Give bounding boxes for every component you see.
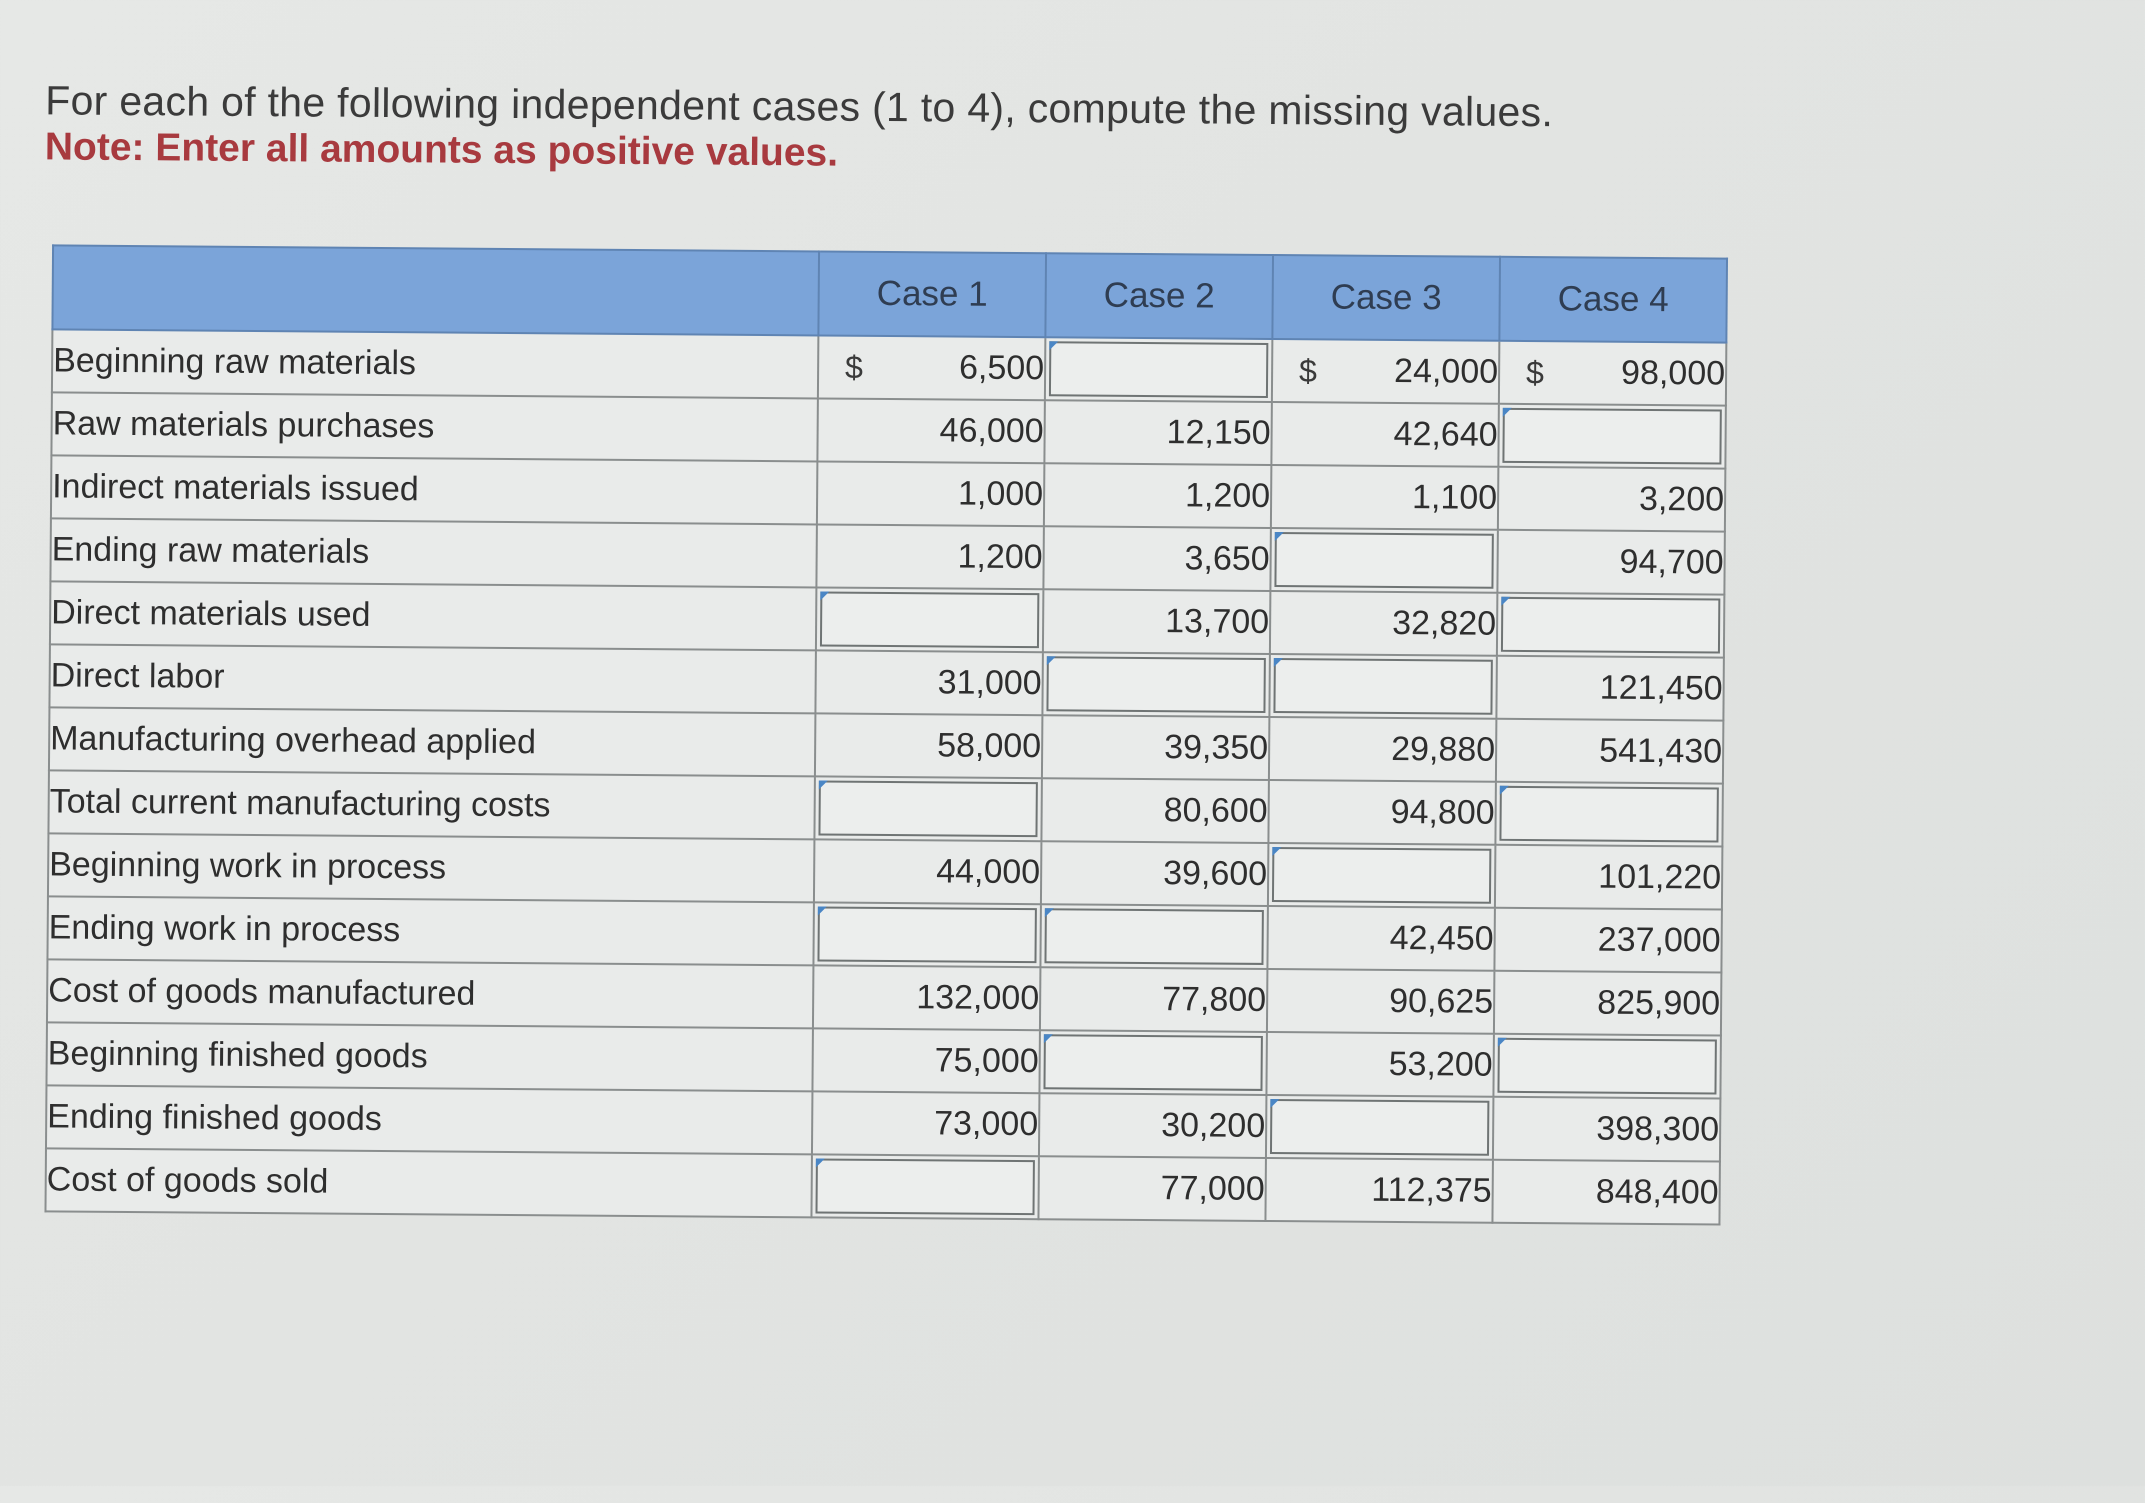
row-label: Beginning finished goods <box>46 1022 812 1091</box>
answer-input-box[interactable] <box>817 906 1036 963</box>
cell-value: 75,000 <box>934 1041 1039 1081</box>
cell-value: 121,450 <box>1599 668 1723 708</box>
value-cell-case-4 <box>1499 341 1726 406</box>
value-cell-case-1 <box>816 524 1043 589</box>
value-cell-case-3 <box>1270 591 1497 656</box>
table-body <box>45 329 1726 1224</box>
value-cell-case-4 <box>1492 1160 1719 1225</box>
input-corner-marker-icon <box>1500 786 1509 795</box>
value-cell-case-2 <box>1042 715 1269 780</box>
value-cell-case-2 <box>1040 967 1267 1032</box>
answer-input-box[interactable] <box>820 591 1039 648</box>
value-cell-case-1 <box>817 461 1044 526</box>
cell-value: 77,000 <box>1160 1169 1265 1208</box>
value-cell-case-3 <box>1267 969 1494 1034</box>
value-cell-case-2 <box>1044 400 1271 465</box>
value-cell-case-4 <box>1494 908 1721 973</box>
answer-input-case-3[interactable] <box>1266 1095 1493 1160</box>
answer-input-case-2[interactable] <box>1040 904 1267 969</box>
cell-value: 24,000 <box>1393 351 1499 391</box>
value-cell-case-4 <box>1497 530 1724 595</box>
answer-input-box[interactable] <box>1502 408 1721 465</box>
cell-value: 58,000 <box>937 726 1042 766</box>
value-cell-case-2 <box>1043 526 1270 591</box>
cell-value: 94,800 <box>1390 792 1495 832</box>
answer-input-case-3[interactable] <box>1270 528 1497 593</box>
cell-value: 46,000 <box>939 411 1044 451</box>
answer-input-case-4[interactable] <box>1497 593 1724 658</box>
answer-input-box[interactable] <box>1046 656 1265 713</box>
cell-value: 98,000 <box>1620 353 1726 393</box>
row-label: Indirect materials issued <box>51 455 817 524</box>
answer-input-case-1[interactable] <box>816 587 1043 652</box>
value-cell-case-2 <box>1044 463 1271 528</box>
cell-value: 848,400 <box>1595 1172 1719 1212</box>
cell-value: 90,625 <box>1389 981 1494 1021</box>
value-cell-case-1 <box>815 650 1042 715</box>
cell-value: 1,200 <box>1184 476 1271 515</box>
value-cell-case-3 <box>1272 339 1499 404</box>
input-corner-marker-icon <box>1044 1034 1053 1043</box>
header-case-4: Case 4 <box>1499 257 1727 343</box>
answer-input-box[interactable] <box>1499 786 1718 843</box>
cost-cases-table <box>44 244 1728 1225</box>
cell-value: 39,600 <box>1163 854 1268 893</box>
input-corner-marker-icon <box>1270 1099 1279 1108</box>
answer-input-case-2[interactable] <box>1045 337 1272 402</box>
currency-symbol: $ <box>1298 352 1318 389</box>
cell-value: 541,430 <box>1599 731 1723 771</box>
value-cell-case-3 <box>1271 402 1498 467</box>
answer-input-box[interactable] <box>1274 532 1493 589</box>
input-corner-marker-icon <box>1501 597 1510 606</box>
row-label: Total current manufacturing costs <box>48 770 814 839</box>
cell-value: 6,500 <box>958 348 1045 388</box>
answer-input-case-1[interactable] <box>814 776 1041 841</box>
cell-value: 80,600 <box>1163 791 1268 830</box>
row-label: Direct labor <box>49 644 815 713</box>
cell-value: 1,200 <box>957 537 1043 577</box>
value-cell-case-2 <box>1041 841 1268 906</box>
value-cell-case-4 <box>1494 971 1721 1036</box>
value-cell-case-3 <box>1271 465 1498 530</box>
value-cell-case-4 <box>1498 467 1725 532</box>
input-corner-marker-icon <box>819 780 828 789</box>
answer-input-case-4[interactable] <box>1493 1034 1720 1099</box>
answer-input-box[interactable] <box>1272 847 1491 904</box>
table-row <box>45 1148 1719 1224</box>
value-cell-case-1 <box>813 965 1040 1030</box>
cell-value: 39,350 <box>1164 728 1269 767</box>
answer-input-box[interactable] <box>815 1158 1034 1215</box>
header-case-1: Case 1 <box>818 251 1046 337</box>
row-label: Cost of goods manufactured <box>47 959 813 1028</box>
value-cell-case-1 <box>817 398 1044 463</box>
cell-value: 32,820 <box>1392 603 1497 643</box>
answer-input-box[interactable] <box>1049 341 1268 398</box>
answer-input-box[interactable] <box>818 780 1037 837</box>
header-row <box>52 245 1727 342</box>
row-label: Cost of goods sold <box>45 1148 811 1217</box>
input-corner-marker-icon <box>1047 656 1056 665</box>
cell-value: 77,800 <box>1162 980 1267 1019</box>
answer-input-case-4[interactable] <box>1498 404 1725 469</box>
value-cell-case-1 <box>812 1028 1039 1093</box>
cell-value: 42,640 <box>1393 414 1498 454</box>
value-cell-case-4 <box>1493 1097 1720 1162</box>
value-cell-case-4 <box>1496 656 1723 721</box>
cell-value: 30,200 <box>1161 1106 1266 1145</box>
answer-input-case-1[interactable] <box>811 1154 1038 1219</box>
row-label: Direct materials used <box>50 581 816 650</box>
row-label: Manufacturing overhead applied <box>49 707 815 776</box>
input-corner-marker-icon <box>820 591 829 600</box>
value-cell-case-1 <box>814 839 1041 904</box>
input-corner-marker-icon <box>1274 658 1283 667</box>
answer-input-box[interactable] <box>1270 1099 1489 1156</box>
value-cell-case-2 <box>1041 778 1268 843</box>
cell-value: 1,000 <box>957 474 1044 514</box>
answer-input-case-2[interactable] <box>1042 652 1269 717</box>
value-cell-case-1 <box>815 713 1042 778</box>
cell-value: 12,150 <box>1166 413 1271 452</box>
input-corner-marker-icon <box>1272 847 1281 856</box>
header-case-3: Case 3 <box>1272 255 1500 341</box>
cell-value: 825,900 <box>1597 983 1721 1023</box>
answer-input-case-2[interactable] <box>1039 1030 1266 1095</box>
instructions <box>45 76 1746 183</box>
cell-value: 132,000 <box>916 978 1040 1018</box>
input-corner-marker-icon <box>1498 1038 1507 1047</box>
value-cell-case-3 <box>1266 1032 1493 1097</box>
cell-value: 237,000 <box>1597 920 1721 960</box>
answer-input-box[interactable] <box>1273 658 1492 715</box>
value-cell-case-3 <box>1267 906 1494 971</box>
value-cell-case-1 <box>812 1091 1039 1156</box>
value-cell-case-4 <box>1496 719 1723 784</box>
input-corner-marker-icon <box>1503 408 1512 417</box>
header-corner <box>52 245 819 335</box>
value-cell-case-3 <box>1269 717 1496 782</box>
currency-symbol: $ <box>845 348 864 385</box>
value-cell-case-2 <box>1038 1156 1265 1221</box>
instruction-text: For each of the following independent cases (1 to 4), compute the missing values. <box>45 77 1554 136</box>
row-label: Ending raw materials <box>50 518 816 587</box>
answer-input-case-1[interactable] <box>813 902 1040 967</box>
cell-value: 3,650 <box>1184 539 1270 578</box>
row-label: Ending work in process <box>47 896 813 965</box>
cell-value: 31,000 <box>937 663 1042 703</box>
cell-value: 3,200 <box>1638 479 1725 519</box>
cell-value: 29,880 <box>1391 729 1496 769</box>
cell-value: 53,200 <box>1388 1044 1493 1084</box>
answer-input-box[interactable] <box>1043 1034 1262 1091</box>
cell-value: 398,300 <box>1596 1109 1720 1149</box>
answer-input-box[interactable] <box>1497 1038 1716 1095</box>
header-case-2: Case 2 <box>1045 253 1273 339</box>
currency-symbol: $ <box>1525 353 1545 391</box>
row-label: Ending finished goods <box>46 1085 812 1154</box>
answer-input-box[interactable] <box>1044 908 1263 965</box>
value-cell-case-2 <box>1043 589 1270 654</box>
value-cell-case-3 <box>1265 1158 1492 1223</box>
row-label: Raw materials purchases <box>51 392 817 461</box>
note-text: Note: Enter all amounts as positive values. <box>44 125 839 175</box>
value-cell-case-2 <box>1039 1093 1266 1158</box>
cell-value: 73,000 <box>934 1104 1039 1144</box>
value-cell-case-4 <box>1495 845 1722 910</box>
answer-input-case-3[interactable] <box>1268 843 1495 908</box>
input-corner-marker-icon <box>1275 532 1284 541</box>
input-corner-marker-icon <box>818 906 827 915</box>
cell-value: 101,220 <box>1598 857 1722 897</box>
input-corner-marker-icon <box>1045 908 1054 917</box>
cell-value: 42,450 <box>1389 918 1494 958</box>
cell-value: 1,100 <box>1411 478 1498 517</box>
row-label: Beginning raw materials <box>52 329 818 398</box>
cell-value: 112,375 <box>1371 1170 1492 1210</box>
input-corner-marker-icon <box>1049 341 1058 350</box>
input-corner-marker-icon <box>816 1158 825 1167</box>
cell-value: 94,700 <box>1619 542 1724 582</box>
cell-value: 44,000 <box>936 852 1041 892</box>
answer-input-case-3[interactable] <box>1269 654 1496 719</box>
row-label: Beginning work in process <box>48 833 814 902</box>
answer-input-box[interactable] <box>1501 597 1720 654</box>
cell-value: 13,700 <box>1165 602 1270 641</box>
value-cell-case-3 <box>1268 780 1495 845</box>
answer-input-case-4[interactable] <box>1495 782 1722 847</box>
value-cell-case-1 <box>818 335 1045 400</box>
